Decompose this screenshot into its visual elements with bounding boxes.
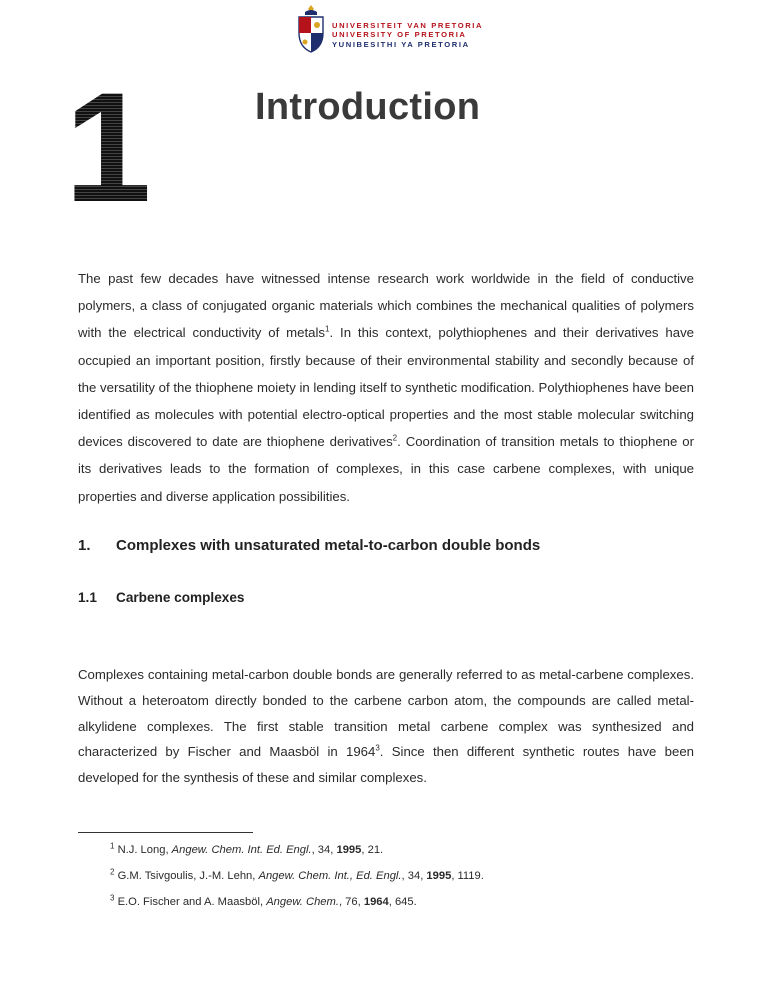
- subsection-title: Carbene complexes: [116, 590, 245, 605]
- footnote-ref-1[interactable]: 1: [325, 325, 330, 335]
- footnote-divider: [78, 832, 253, 833]
- section-number: 1.: [78, 537, 91, 554]
- university-crest-icon: [296, 4, 326, 54]
- university-header: [296, 4, 496, 56]
- footnote-ref-2[interactable]: 2: [392, 433, 398, 443]
- section-title: Complexes with unsaturated metal-to-carbon double bonds: [116, 537, 541, 554]
- footnote-3: $^3$ E.O. Fischer and A. Maasböl, Angew. Chem., 76, 1964, 645.: [110, 893, 417, 908]
- university-name-afrikaans: UNIVERSITEIT VAN PRETORIA: [332, 21, 484, 30]
- carbene-paragraph: Complexes containing metal-carbon double bonds are generally referred to as metal-carbene complexes. Without a heteroatom directly bonded to the carbene carbon atom, the compounds are called metal-alkylidene complexes. The first stable transition metal carbene complex was synthesized and characterized by Fischer and Maasböl in 1964$^3$. Since then different synthetic routes have been developed for the synthesis of these and similar complexes.: [78, 667, 694, 786]
- chapter-number: [64, 61, 152, 235]
- footnote-ref-3[interactable]: 3: [375, 744, 380, 753]
- university-name-english: UNIVERSITY OF PRETORIA: [332, 30, 467, 40]
- chapter-title: Introduction: [255, 86, 481, 128]
- svg-text:1: 1: [64, 61, 152, 235]
- intro-paragraph: The past few decades have witnessed intense research work worldwide in the field of conductive polymers, a class of conjugated organic materials which combines the mechanical qualities of polymers with the electrical conductivity of metals$^1$. In this context, polythiophenes and their derivatives have occupied an important position, firstly because of their environmental stability and secondly because of the versatility of the thiophene moiety in lending itself to synthetic modification. Polythiophenes have been identified as molecules with potential electro-optical properties and the most stable molecular switching devices discovered to date are thiophene derivatives$^2$. Coordination of transition metals to thiophene or its derivatives leads to the formation of complexes, in this case carbene complexes, with unique properties and diverse application possibilities.: [78, 271, 694, 504]
- subsection-number: 1.1: [78, 590, 97, 605]
- university-name-sepedi: YUNIBESITHI YA PRETORIA: [332, 39, 470, 49]
- footnote-1: $^1$ N.J. Long, Angew. Chem. Int. Ed. Engl., 34, 1995, 21.: [110, 841, 384, 856]
- footnote-2: $^2$ G.M. Tsivgoulis, J.-M. Lehn, Angew. Chem. Int., Ed. Engl., 34, 1995, 1119.: [110, 867, 484, 882]
